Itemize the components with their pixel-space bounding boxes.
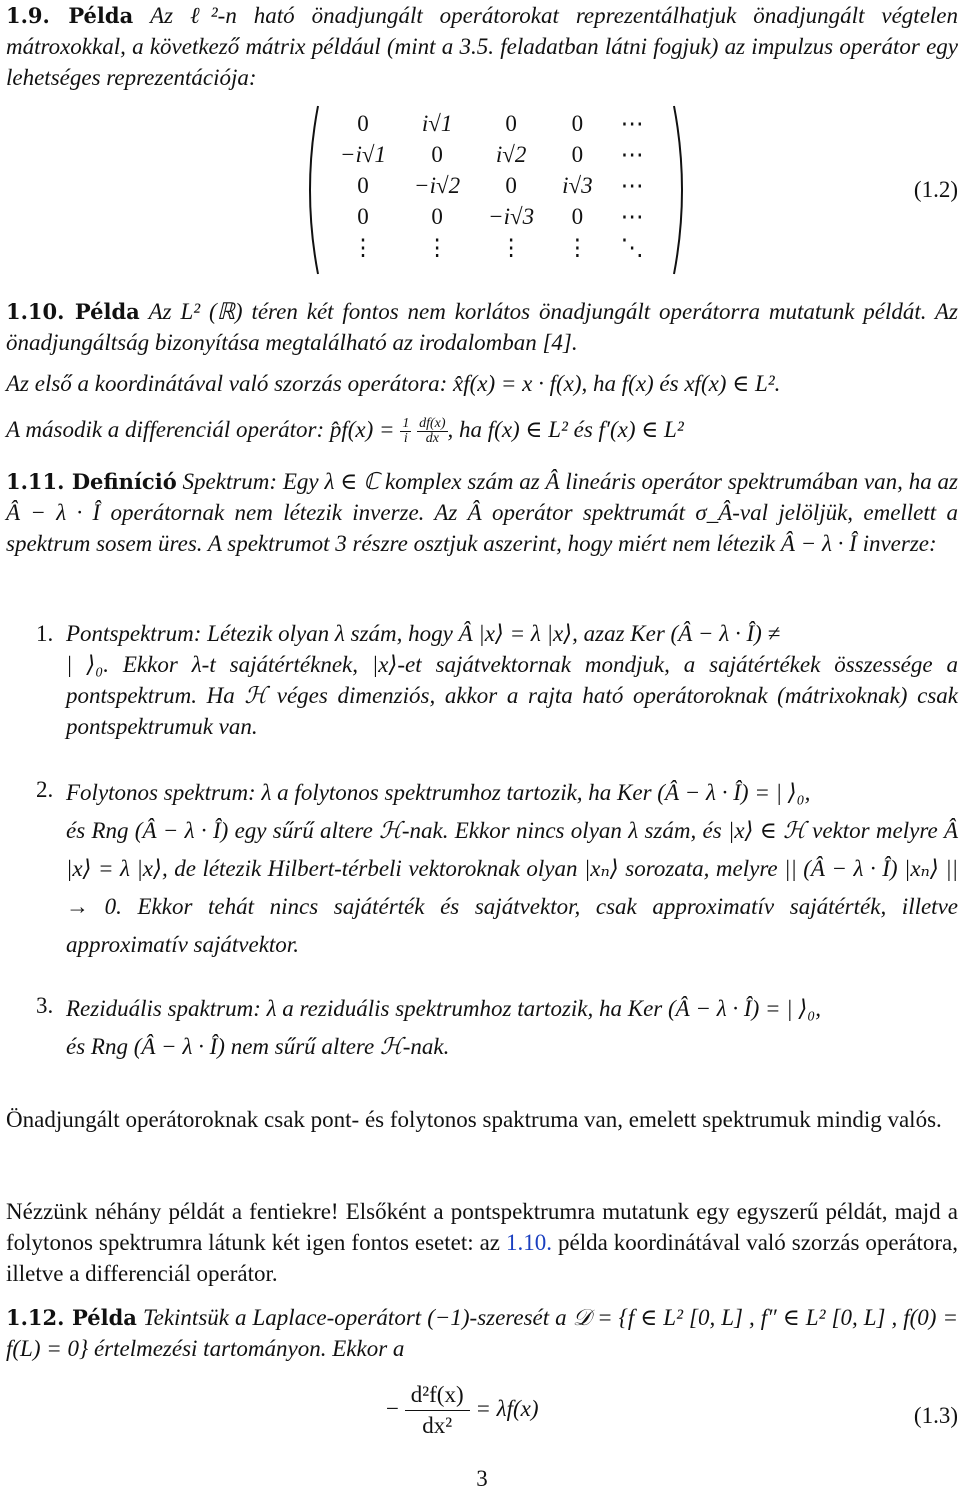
paragraph-text: Nézzünk néhány példát a fentiekre! Elsőként a pontspektrumra mutatunk egy egyszerű példát, majd a folytonos spektrumra látunk két igen fontos esetet: az [6, 1199, 958, 1255]
reference-link[interactable]: 1.10. [506, 1230, 552, 1255]
matrix-cell: ⋮ [565, 235, 589, 260]
matrix-cell: ⋮ [499, 235, 523, 260]
paragraph-text: példa koordinátával való szorzás operátora, illetve a differenciál operátor. [6, 1230, 959, 1286]
matrix-row [326, 232, 658, 263]
frac-den: dx² [422, 1413, 453, 1438]
example-text: Tekintsük a Laplace-operátort (−1)-szeresét a 𝒟 = {f ∈ L² [0, L] , f″ ∈ L² [0, L] , f(0) = f(L) = 0} értelmezési tartományon. Ekkor a [6, 1305, 959, 1361]
minus-sign: − [386, 1395, 399, 1421]
fraction-1-over-i [400, 417, 411, 446]
paragraph-examples [6, 1196, 958, 1289]
equation-number: (1.3) [913, 1403, 958, 1428]
matrix-cell: 0 [505, 173, 517, 198]
matrix-cell: 0 [357, 204, 369, 229]
matrix-cell: ⋮ [351, 235, 375, 260]
list-item-line: Reziduális spaktrum: λ a reziduális spektrumhoz tartozik, ha Ker (Â − λ · Î) = | ⟩₀, [66, 996, 822, 1021]
matrix-cell: 0 [571, 142, 584, 167]
matrix-cell: −i√1 [340, 142, 387, 167]
matrix-cell: 0 [357, 111, 369, 136]
page-number: 3 [476, 1466, 488, 1491]
matrix-cell: i√2 [495, 142, 527, 167]
matrix-row [326, 108, 658, 139]
fraction-df-dx [417, 417, 447, 446]
example-1-9 [6, 0, 958, 93]
list-item-residual-spectrum [66, 990, 958, 1066]
definition-1-11 [6, 466, 958, 559]
list-item-continuous-spectrum [66, 774, 958, 964]
matrix-cell: 0 [505, 111, 517, 136]
matrix-cell: ⋱ [620, 235, 644, 260]
matrix-cell: i√3 [562, 173, 593, 198]
matrix-cell: 0 [431, 204, 443, 229]
frac-num: d²f(x) [405, 1380, 470, 1411]
list-item-text: és Rng (Â − λ · Î) egy sűrű altere ℋ-nak. Ekkor nincs olyan λ szám, és |x⟩ ∈ ℋ vektor melyre Â |x⟩ = λ |x⟩, de létezik Hilbert-térbeli vektoroknak olyan |xₙ⟩ sorozata, melyre || (Â − λ · Î) |xₙ⟩ || → 0. Ekkor tehát nincs sajátérték és sajátvektor, csak approximatív sajátérték, illetve approximatív sajátvektor. [66, 818, 958, 957]
matrix-cell: 0 [571, 204, 584, 229]
matrix-cell: ⋯ [620, 204, 644, 229]
example-1-10-position: Az első a koordinátával való szorzás operátora: x̂f(x) = x · f(x), ha f(x) és xf(x) ∈ L². [6, 371, 781, 396]
list-number-2: 2. [36, 777, 54, 802]
equation-rhs: = λf(x) [475, 1395, 539, 1421]
definition-text: Spektrum: Egy λ ∈ ℂ komplex szám az Â lineáris operátor spektrumában van, ha az Â − λ · Î operátornak nem létezik inverze. Az Â operátor spektrumát σ_Â-val jelöljük, emellett a spektrum sosem üres. A spektrumot 3 részre osztjuk aszerint, hogy miért nem létezik Â − λ · Î inverze: [6, 469, 959, 556]
paragraph-selfadjoint: Önadjungált operátoroknak csak pont- és folytonos spaktruma van, emelett spektrumuk mindig valós. [6, 1107, 942, 1132]
list-number-1: 1. [36, 621, 54, 646]
fraction-second-derivative [405, 1380, 470, 1441]
example-text: Az ℓ²-n ható önadjungált operátorokat reprezentálhatjuk önadjungált végtelen mátroxokkal, a következő mátrix például (mint a 3.5. feladatban látni fogjuk) az impulzus operátor egy lehetséges reprezentációja: [6, 3, 958, 90]
frac-num: 1 [402, 416, 410, 432]
example-text: Az L² (ℝ) téren két fontos nem korlátos önadjungált operátorra mutatunk példát. Az önadjungáltság bizonyítása megtalálható az irodalomban [4]. [6, 299, 958, 355]
frac-den: i [403, 431, 408, 447]
matrix-cell: i√1 [421, 111, 453, 136]
frac-num: df(x) [419, 416, 446, 432]
matrix-cell: 0 [431, 142, 443, 167]
list-item-text: | ⟩₀. Ekkor λ-t sajátértéknek, |x⟩-et sajátvektornak mondjuk, a sajátértékek összessége a pontspektrum. Ha ℋ véges dimenziós, akkor a rajta ható operátoroknak (mátrixoknak) csak pontspektrumuk van. [66, 652, 958, 739]
matrix-cell: 0 [571, 111, 584, 136]
matrix-cell: −i√3 [488, 204, 535, 229]
matrix-cell: ⋯ [620, 173, 644, 198]
differential-text: A második a differenciál operátor: p̂f(x) = [6, 417, 395, 442]
list-item-text: és Rng (Â − λ · Î) nem sűrű altere ℋ-nak. [66, 1034, 450, 1059]
matrix-table [326, 108, 658, 263]
example-1-10 [6, 296, 958, 358]
list-item-line: Pontspektrum: Létezik olyan λ szám, hogy Â |x⟩ = λ |x⟩, azaz Ker (Â − λ · Î) ≠ [66, 621, 781, 646]
matrix-cell: ⋯ [620, 142, 644, 167]
list-item-line: Folytonos spektrum: λ a folytonos spektrumhoz tartozik, ha Ker (Â − λ · Î) = | ⟩₀, [66, 780, 811, 805]
matrix-row [326, 201, 658, 232]
matrix-row [326, 170, 658, 201]
matrix-cell: −i√2 [414, 173, 461, 198]
frac-den: dx [425, 431, 439, 447]
differential-condition: , ha f(x) ∈ L² és f′(x) ∈ L² [447, 417, 684, 442]
matrix-row [326, 139, 658, 170]
example-number: 1.10. Példa [6, 299, 140, 324]
equation-number: (1.2) [913, 177, 958, 202]
example-1-10-differential [6, 410, 958, 450]
matrix-cell: 0 [357, 173, 369, 198]
equation-1-3 [386, 1380, 539, 1441]
matrix-1-2 [296, 100, 696, 280]
definition-number: 1.11. Definíció [6, 469, 177, 494]
list-item-point-spectrum [66, 618, 958, 742]
example-1-12 [6, 1302, 958, 1364]
list-number-3: 3. [36, 993, 54, 1018]
example-number: 1.12. Példa [6, 1305, 137, 1330]
matrix-cell: ⋯ [620, 111, 644, 136]
matrix-cell: ⋮ [425, 235, 449, 260]
example-number: 1.9. Példa [6, 3, 134, 28]
